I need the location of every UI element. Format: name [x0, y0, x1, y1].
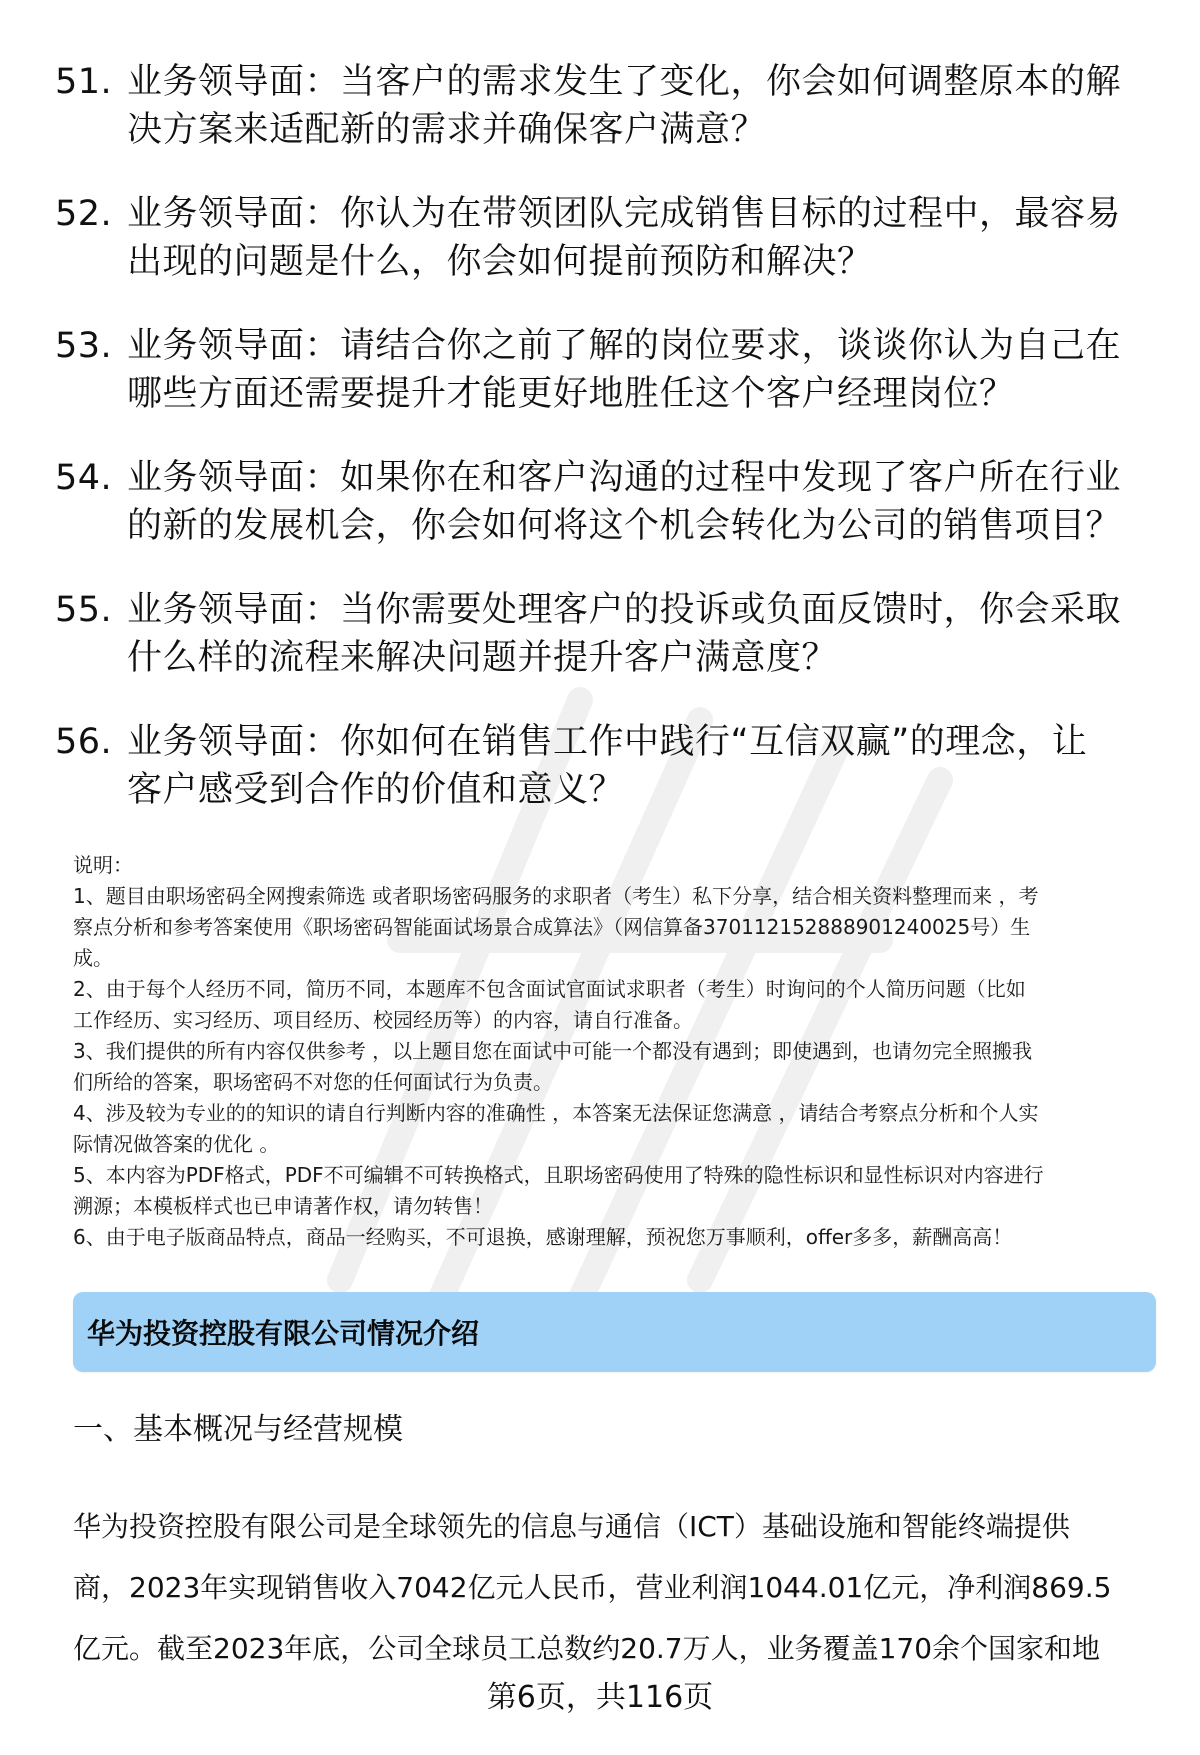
note-line: 们所给的答案，职场密码不对您的任何面试行为负责。: [73, 1070, 553, 1094]
note-line: 1、题目由职场密码全网搜索筛选 或者职场密码服务的求职者（考生）私下分享，结合相关资料整理而来 ，考: [73, 884, 1039, 908]
question-line: 的新的发展机会，你会如何将这个机会转化为公司的销售项目？: [127, 506, 1122, 546]
note-line: 察点分析和参考答案使用《职场密码智能面试场景合成算法》（网信算备370112152888901240025号）生: [73, 915, 1031, 939]
question-text: [127, 58, 1155, 154]
note-line: 成。: [73, 946, 113, 970]
question-text: [127, 190, 1155, 286]
question-item: [55, 586, 1155, 682]
question-item: [55, 58, 1155, 154]
note-line: 6、由于电子版商品特点，商品一经购买，不可退换，感谢理解，预祝您万事顺利，offer多多，薪酬高高！: [73, 1225, 1013, 1249]
question-text: [127, 718, 1155, 814]
note-line: 际情况做答案的优化 。: [73, 1132, 280, 1156]
question-number: 52.: [55, 194, 113, 234]
note-line: 2、由于每个人经历不同，简历不同，本题库不包含面试官面试求职者（考生）时询问的个人简历问题（比如: [73, 977, 1026, 1001]
question-list: [55, 58, 1155, 850]
note-line: 5、本内容为PDF格式，PDF不可编辑不可转换格式，且职场密码使用了特殊的隐性标识和显性标识对内容进行: [73, 1163, 1044, 1187]
question-item: [55, 718, 1155, 814]
note-line: 4、涉及较为专业的的知识的请自行判断内容的准确性 ，本答案无法保证您满意 ，请结合考察点分析和个人实: [73, 1101, 1039, 1125]
paragraph-line: 亿元。截至2023年底，公司全球员工总数约20.7万人，业务覆盖170余个国家和地: [73, 1632, 1101, 1665]
question-text: [127, 586, 1155, 682]
question-number: 56.: [55, 722, 113, 762]
question-line: 业务领导面：你认为在带领团队完成销售目标的过程中，最容易: [127, 194, 1122, 234]
company-intro-banner: [73, 1292, 1156, 1372]
question-item: [55, 322, 1155, 418]
note-line: 工作经历、实习经历、项目经历、校园经历等）的内容，请自行准备。: [73, 1008, 693, 1032]
notes-title: 说明：: [73, 853, 133, 877]
question-number: 54.: [55, 458, 113, 498]
banner-title: 华为投资控股有限公司情况介绍: [87, 1317, 480, 1350]
paragraph-line: 商，2023年实现销售收入7042亿元人民币，营业利润1044.01亿元，净利润869.5: [73, 1571, 1112, 1604]
note-line: 3、我们提供的所有内容仅供参考 ，以上题目您在面试中可能一个都没有遇到；即使遇到，也请勿完全照搬我: [73, 1039, 1033, 1063]
question-line: 业务领导面：请结合你之前了解的岗位要求，谈谈你认为自己在: [127, 326, 1122, 366]
question-line: 业务领导面：如果你在和客户沟通的过程中发现了客户所在行业: [127, 458, 1122, 498]
question-item: [55, 190, 1155, 286]
question-line: 什么样的流程来解决问题并提升客户满意度？: [127, 638, 838, 678]
question-number: 53.: [55, 326, 113, 366]
question-line: 客户感受到合作的价值和意义？: [127, 770, 625, 810]
notes-section: [73, 850, 1163, 1253]
note-line: 溯源；本模板样式也已申请著作权，请勿转售！: [73, 1194, 493, 1218]
paragraph-line: 华为投资控股有限公司是全球领先的信息与通信（ICT）基础设施和智能终端提供: [73, 1510, 1070, 1543]
question-text: [127, 322, 1155, 418]
question-line: 业务领导面：当你需要处理客户的投诉或负面反馈时，你会采取: [127, 590, 1122, 630]
question-item: [55, 454, 1155, 550]
page-footer: 第6页，共116页: [486, 1680, 714, 1715]
question-number: 55.: [55, 590, 113, 630]
question-line: 哪些方面还需要提升才能更好地胜任这个客户经理岗位？: [127, 374, 1015, 414]
question-line: 业务领导面：当客户的需求发生了变化，你会如何调整原本的解: [127, 62, 1122, 102]
question-number: 51.: [55, 62, 113, 102]
question-text: [127, 454, 1155, 550]
section-heading: 一、基本概况与经营规模: [73, 1412, 403, 1447]
question-line: 出现的问题是什么，你会如何提前预防和解决？: [127, 242, 873, 282]
question-line: 业务领导面：你如何在销售工作中践行“互信双赢”的理念，让: [127, 722, 1088, 762]
company-overview-paragraph: [73, 1496, 1156, 1679]
question-line: 决方案来适配新的需求并确保客户满意？: [127, 110, 767, 150]
